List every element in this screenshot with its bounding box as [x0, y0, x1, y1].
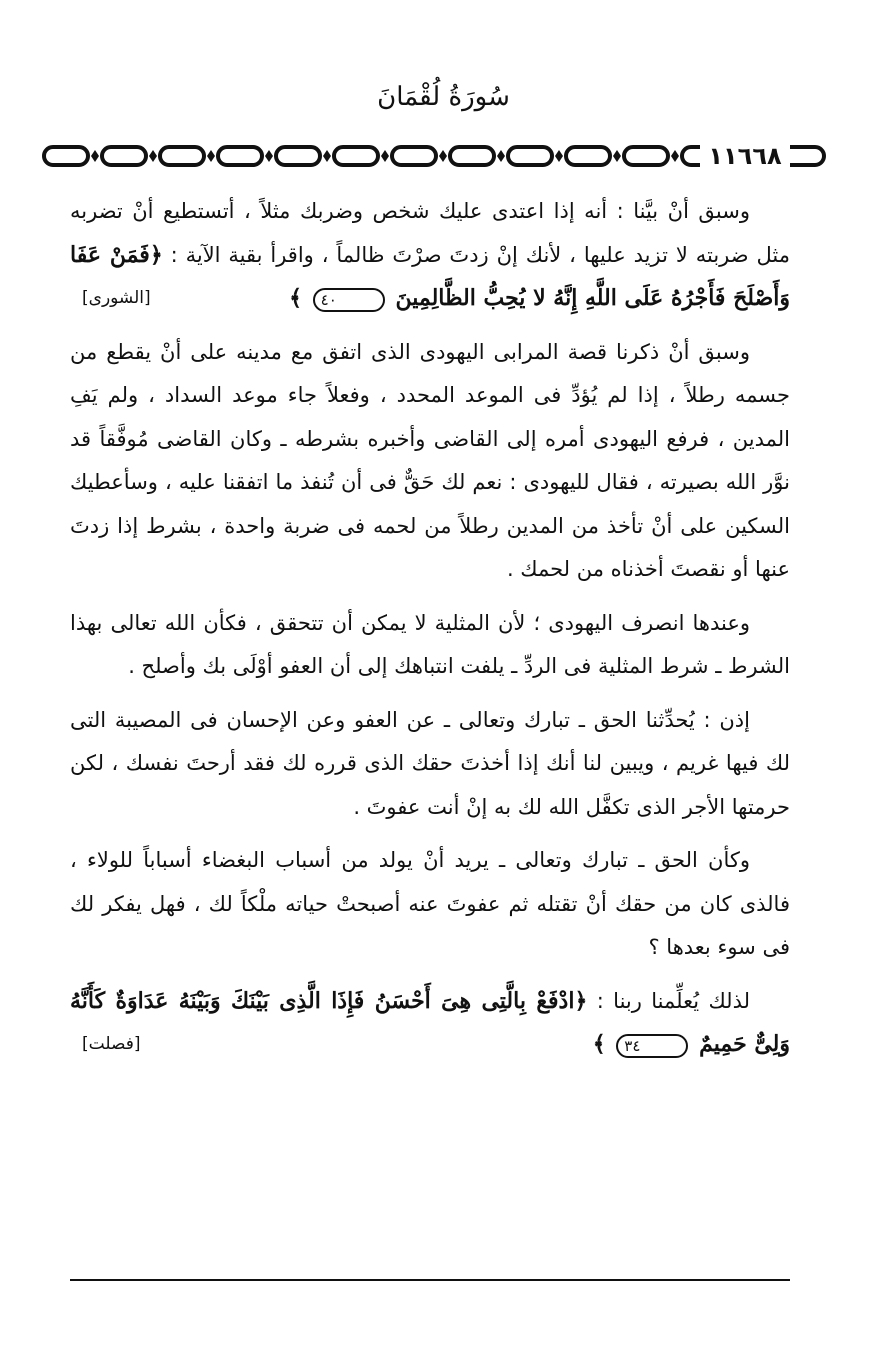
surah-title: سُورَةُ لُقْمَانَ — [377, 82, 510, 112]
paragraph-text: لذلك يُعلِّمنا ربنا : — [587, 988, 750, 1013]
quran-verse: ﴿فَمَنْ عَفَا وَأَصْلَحَ فَأَجْرُهُ عَلَى اللَّهِ إِنَّهُ لا يُحِبُّ الظَّالِمِينَ — [70, 241, 790, 311]
paragraph-text: وسبق أنْ بيَّنا : أنه إذا اعتدى عليك شخص وضربك مثلاً ، أتستطيع أنْ تضربه مثل ضربته لا تزيد عليها ، لأنك إنْ زدتَ صرْتَ ظالماً ، واقرأ بقية الآية : — [70, 199, 790, 267]
quran-verse: ﴿ادْفَعْ بِالَّتِى هِىَ أَحْسَنُ فَإِذَا الَّذِى بَيْنَكَ وَبَيْنَهُ عَدَاوَةٌ كَأَنَّهُ وَلِىٌّ حَمِيمٌ — [70, 987, 790, 1057]
ayah-number: ٣٤ — [616, 1034, 688, 1058]
paragraph-1 — [70, 190, 790, 321]
verse-close-bracket: ﴾ — [289, 285, 302, 311]
paragraph-2: وسبق أنْ ذكرنا قصة المرابى اليهودى الذى اتفق مع مدينه على أنْ يقطع من جسمه رطلاً ، إذا لم يُؤدِّ فى الموعد المحدد ، وفعلاً جاء موعد السداد ، ولم يَفِ المدين ، فرفع اليهودى أمره إلى القاضى وأخبره بشرطه ـ وكان القاضى مُوفَّقاً قد نوَّر الله بصيرته ، فقال لليهودى : نعم لك حَقٌّ فى أن تُنفذ ما اتفقنا عليه ، وسأعطيك السكين على أنْ تأخذ من المدين رطلاً من لحمه فى ضربة واحدة ، بشرط إذا زدتَ عنها أو نقصتَ أخذناه من لحمك . — [70, 339, 790, 581]
body-text — [70, 190, 790, 1077]
page-number: ١١٦٦٨ — [700, 142, 790, 170]
ayah-number: ٤٠ — [313, 288, 385, 312]
paragraph-3: وعندها انصرف اليهودى ؛ لأن المثلية لا يمكن أن تتحقق ، فكأن الله تعالى بهذا الشرط ـ شرط المثلية فى الردِّ ـ يلفت انتباهك إلى أن العفو أوْلَى بك وأصلح . — [70, 610, 790, 678]
surah-reference: [فصلت] — [82, 1034, 141, 1054]
paragraph-5: وكأن الحق ـ تبارك وتعالى ـ يريد أنْ يولد من أسباب البغضاء أسباباً للولاء ، فالذى كان من حقك أنْ تقتله ثم عفوتَ عنه أصبحتْ حياته ملْكاً لك ، فهل يفكر لك فى سوء بعدها ؟ — [70, 848, 790, 959]
paragraph-6 — [70, 980, 790, 1067]
footer-divider — [70, 1279, 790, 1281]
paragraph-4: إذن : يُحدِّثنا الحق ـ تبارك وتعالى ـ عن العفو وعن الإحسان فى المصيبة التى لك فيها غريم ، ويبين لنا أنك إذا أخذتَ حقك الذى قرره لك فقد أرحتَ نفسك ، لكن حرمتها الأجر الذى تكفَّل الله لك به إنْ أنت عفوتَ . — [70, 707, 790, 819]
surah-reference: [الشورى] — [82, 288, 151, 308]
verse-close-bracket: ﴾ — [592, 1031, 606, 1057]
